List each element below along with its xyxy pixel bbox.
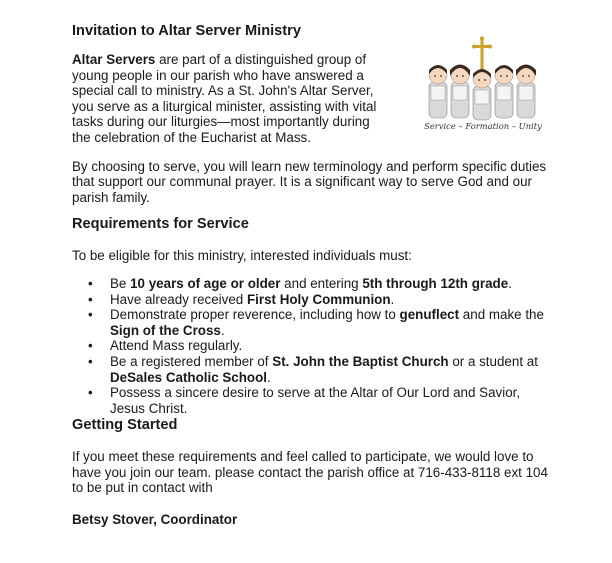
requirement-text: and make the	[459, 307, 544, 323]
requirement-emphasis: First Holy Communion	[246, 291, 391, 307]
requirement-text: .	[220, 322, 225, 338]
requirement-item-membership	[110, 354, 552, 385]
requirement-text: Be	[110, 275, 131, 291]
intro-lead: Altar Servers	[72, 52, 156, 67]
requirement-item-age	[110, 276, 552, 292]
signature	[72, 512, 552, 528]
requirement-text: .	[390, 291, 395, 307]
requirement-item-communion	[110, 292, 552, 308]
motto: Service – Formation – Unity	[424, 121, 542, 131]
requirement-text: .	[267, 369, 271, 385]
requirement-text: and entering	[280, 275, 363, 291]
requirement-emphasis: genuflect	[399, 307, 460, 323]
requirement-text: Have already received	[110, 291, 247, 307]
requirement-emphasis: 10 years of age or older	[130, 275, 281, 291]
requirement-text: .	[508, 275, 512, 291]
requirement-text: Be a registered member of	[110, 353, 273, 369]
page-title: Invitation to Altar Server Ministry	[72, 23, 301, 39]
intro-paragraph	[72, 52, 392, 146]
requirement-text: Possess a sincere desire to serve at the Altar of Our Lord and Savior, Jesus Christ.	[110, 385, 521, 416]
requirement-emphasis: Sign of the Cross	[110, 322, 221, 338]
requirement-text: or a student at	[448, 353, 538, 369]
requirements-heading: Requirements for Service	[72, 216, 249, 233]
requirement-emphasis: St. John the Baptist Church	[272, 353, 449, 369]
requirement-item-reverence	[110, 307, 552, 338]
requirement-emphasis: DeSales Catholic School	[110, 369, 268, 385]
coordinator-name: Betsy Stover, Coordinator	[72, 512, 238, 528]
requirements-intro: To be eligible for this ministry, interested individuals must:	[72, 248, 412, 264]
server-figures	[429, 65, 536, 121]
getting-started-heading: Getting Started	[72, 417, 178, 434]
intro-text: are part of a distinguished group of young people in our parish who have answered a special call to ministry. As a St. John's Altar Server, you serve as a liturgical minister, assisting with vital tasks during our liturgies—most importantly during the celebration of the Eucharist at Mass.	[72, 52, 377, 145]
requirement-emphasis: 5th through 12th grade	[362, 275, 509, 291]
requirement-text: Attend Mass regularly.	[110, 338, 243, 354]
requirement-item-mass	[110, 338, 552, 354]
getting-started-paragraph: If you meet these requirements and feel called to participate, we would love to have you join our team. please contact the parish office at 716-433-8118 ext 104 to be put in contact with	[72, 449, 548, 496]
requirement-text: Demonstrate proper reverence, including how to	[110, 307, 400, 323]
commitment-paragraph: By choosing to serve, you will learn new terminology and perform specific duties that support our communal prayer. It is a significant way to serve God and our parish family.	[72, 158, 547, 205]
requirements-list	[72, 276, 552, 416]
requirement-item-desire	[110, 385, 552, 416]
